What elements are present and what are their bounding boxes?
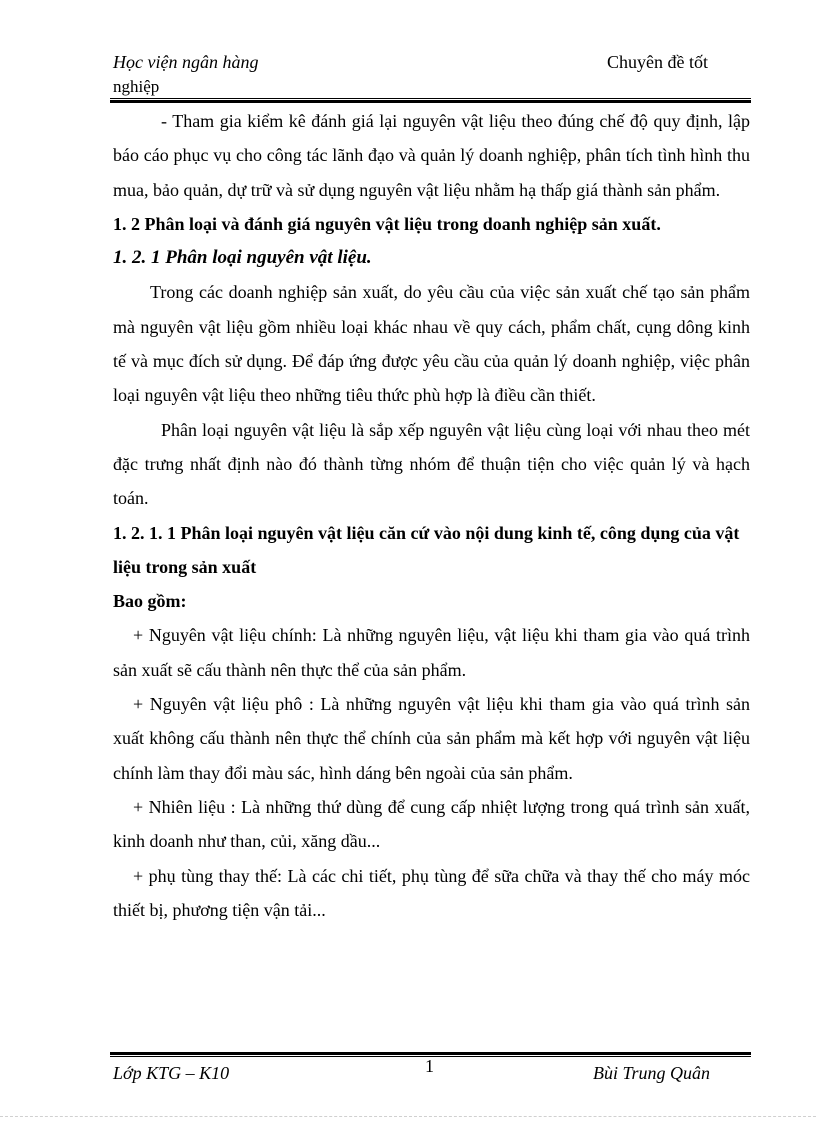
header-doc-type: Chuyên đề tốt [607,52,708,72]
document-body [113,104,750,927]
section-heading-1-2-1: 1. 2. 1 Phân loại nguyên vật liệu. [113,247,372,269]
paragraph-duties: - Tham gia kiểm kê đánh giá lại nguyên vật liệu theo đúng chế độ quy định, lập báo cáo phục vụ cho công tác lãnh đạo và quản lý doanh nghiệp, phân tích tình hình thu mua, bảo quản, dự trữ và sử dụng nguyên vật liệu nhằm hạ thấp giá thành sản phẩm. [113,111,750,200]
header-institution: Học viện ngân hàng [113,52,259,72]
section-heading-1-2: 1. 2 Phân loại và đánh giá nguyên vật liệu trong doanh nghiệp sản xuất. [113,213,661,234]
header-rule [110,98,751,103]
list-item-spare-parts: + phụ tùng thay thế: Là các chi tiết, phụ tùng để sữa chữa và thay thế cho máy móc thiết bị, phương tiện vận tải... [113,865,750,920]
paragraph-definition: Phân loại nguyên vật liệu là sắp xếp nguyên vật liệu cùng loại với nhau theo mét đặc trưng nhất định nào đó thành từng nhóm để thuận tiện cho việc quản lý và hạch toán. [113,419,750,509]
footer-class: Lớp KTG – K10 [113,1063,230,1083]
section-heading-1-2-1-1: 1. 2. 1. 1 Phân loại nguyên vật liệu căn cứ vào nội dung kinh tế, công dụng của vật liệu trong sản xuất [113,522,740,577]
list-item-main-materials: + Nguyên vật liệu chính: Là những nguyên liệu, vật liệu khi tham gia vào quá trình sản xuất sẽ cấu thành nên thực thể của sản phẩm. [113,625,750,680]
list-item-auxiliary-materials: + Nguyên vật liệu phô : Là những nguyên vật liệu khi tham gia vào quá trình sản xuất không cấu thành nên thực thể chính của sản phẩm mà kết hợp với nguyên vật liệu chính làm thay đổi màu sác, hình dáng bên ngoài của sản phẩm. [113,694,750,783]
header-doc-type-continuation: nghiệp [113,77,160,96]
paragraph-intro: Trong các doanh nghiệp sản xuất, do yêu cầu của việc sản xuất chế tạo sản phẩm mà nguyên vật liệu gồm nhiều loại khác nhau về quy cách, phẩm chất, cụng dông kinh tế và mục đích sử dụng. Để đáp ứng được yêu cầu của quản lý doanh nghiệp, việc phân loại nguyên vật liệu theo những tiêu thức phù hợp là điều cần thiết. [113,282,750,406]
footer-author: Bùi Trung Quân [593,1063,711,1083]
page-boundary [0,1116,816,1117]
list-heading: Bao gồm: [113,591,187,612]
list-item-fuel: + Nhiên liệu : Là những thứ dùng để cung cấp nhiệt lượng trong quá trình sản xuất, kinh doanh như than, củi, xăng dầu... [113,796,750,852]
page-number: 1 [425,1056,434,1076]
